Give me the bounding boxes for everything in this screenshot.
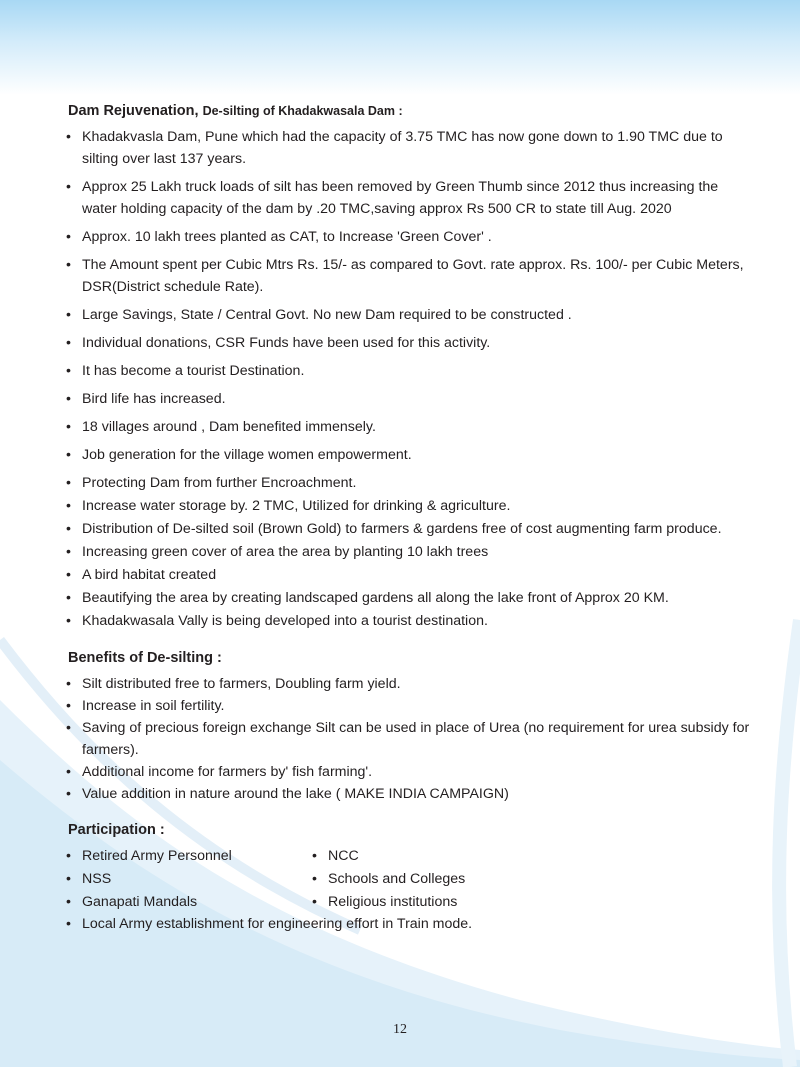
list-item: • Additional income for farmers by' fish farming'.: [62, 761, 752, 783]
page-number: 12: [393, 1022, 407, 1037]
participation-list: [62, 913, 752, 935]
list-item: • Khadakvasla Dam, Pune which had the capacity of 3.75 TMC has now gone down to 1.90 TMC due to silting over last 137 years.: [62, 126, 752, 170]
title-subtitle: De-silting of Khadakwasala Dam :: [202, 104, 403, 118]
list-item: • Individual donations, CSR Funds have been used for this activity.: [62, 332, 752, 354]
list-item: • Approx 25 Lakh truck loads of silt has been removed by Green Thumb since 2012 thus increasing the water holding capacity of the dam by .20 TMC,saving approx Rs 500 CR to state till Aug. 2020: [62, 176, 752, 220]
list-item: • Approx. 10 lakh trees planted as CAT, to Increase 'Green Cover' .: [62, 226, 752, 248]
list-item: • Increase in soil fertility.: [62, 695, 752, 717]
list-item: • Khadakwasala Vally is being developed into a tourist destination.: [62, 610, 752, 632]
benefits-list: [62, 673, 752, 805]
list-item: • Saving of precious foreign exchange Silt can be used in place of Urea (no requirement for urea subsidy for farmers).: [62, 717, 752, 761]
list-item: • Large Savings, State / Central Govt. No new Dam required to be constructed .: [62, 304, 752, 326]
list-item: • NCC: [308, 845, 608, 867]
list-item: • Beautifying the area by creating landscaped gardens all along the lake front of Approx 20 KM.: [62, 587, 752, 609]
list-item: • A bird habitat created: [62, 564, 752, 586]
section-title-dam-rejuvenation: [68, 100, 752, 122]
participation-grid: [62, 845, 752, 913]
section-title-participation: Participation :: [68, 822, 165, 838]
list-item: • Ganapati Mandals: [62, 891, 308, 913]
list-item: • Job generation for the village women empowerment.: [62, 444, 752, 466]
dam-rejuvenation-list: [62, 126, 752, 632]
list-item: • Religious institutions: [308, 891, 608, 913]
list-item: • Silt distributed free to farmers, Doubling farm yield.: [62, 673, 752, 695]
list-item: • 18 villages around , Dam benefited immensely.: [62, 416, 752, 438]
list-item: • It has become a tourist Destination.: [62, 360, 752, 382]
list-item: • Increase water storage by. 2 TMC, Utilized for drinking & agriculture.: [62, 495, 752, 517]
list-item: • Retired Army Personnel: [62, 845, 308, 867]
list-item: • Protecting Dam from further Encroachment.: [62, 472, 752, 494]
list-item: • Increasing green cover of area the area by planting 10 lakh trees: [62, 541, 752, 563]
list-item: • Bird life has increased.: [62, 388, 752, 410]
list-item: • The Amount spent per Cubic Mtrs Rs. 15/- as compared to Govt. rate approx. Rs. 100/- per Cubic Meters, DSR(District schedule Rate).: [62, 254, 752, 298]
list-item: • Schools and Colleges: [308, 868, 608, 890]
page-content: [62, 100, 752, 935]
list-item: • NSS: [62, 868, 308, 890]
list-item: • Value addition in nature around the lake ( MAKE INDIA CAMPAIGN): [62, 783, 752, 805]
section-title-benefits: Benefits of De-silting :: [68, 650, 222, 666]
title-main: Dam Rejuvenation,: [68, 103, 199, 119]
list-item: • Distribution of De-silted soil (Brown Gold) to farmers & gardens free of cost augmenting farm produce.: [62, 518, 752, 540]
list-item: • Local Army establishment for engineering effort in Train mode.: [62, 913, 752, 935]
